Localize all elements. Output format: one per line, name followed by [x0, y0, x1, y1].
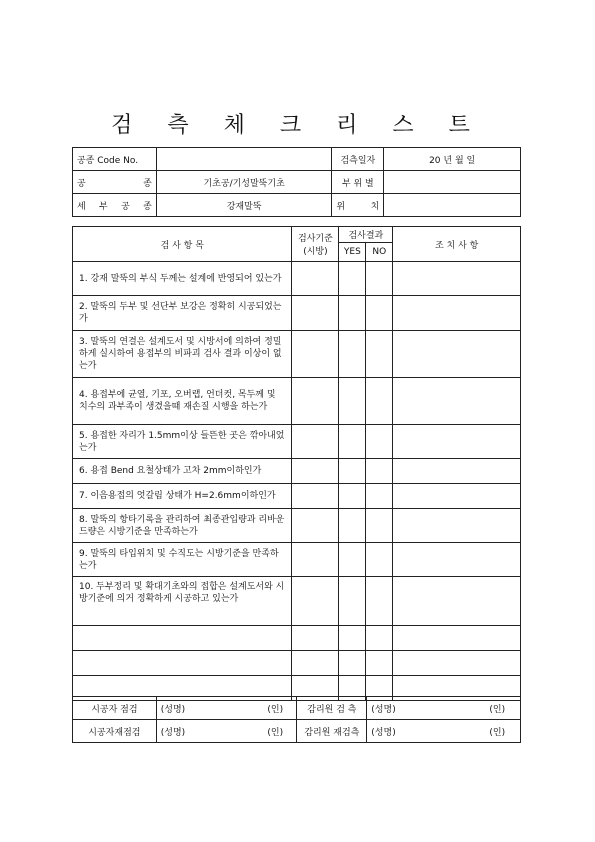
- basis-cell[interactable]: [292, 577, 339, 626]
- info-row-detail: [73, 194, 521, 217]
- check-item[interactable]: [73, 651, 292, 676]
- no-cell[interactable]: [366, 484, 393, 509]
- checklist-row: [73, 459, 521, 484]
- checklist-header: [73, 227, 521, 243]
- no-cell[interactable]: [366, 331, 393, 378]
- check-item: 9. 말뚝의 타입위치 및 수직도는 시방기준을 만족하는가: [73, 543, 292, 577]
- action-cell[interactable]: [393, 543, 521, 577]
- code-label: 공종 Code No.: [73, 148, 157, 171]
- contractor-recheck-label: 시공자재점검: [73, 720, 157, 743]
- supervisor-seal[interactable]: (인): [475, 697, 521, 720]
- checklist-row: [73, 425, 521, 459]
- supervisor-name[interactable]: (성명): [367, 697, 475, 720]
- header-basis: 검사기준 (시방): [292, 227, 339, 262]
- checklist-row: [73, 331, 521, 378]
- action-cell[interactable]: [393, 577, 521, 626]
- header-item: 검 사 항 목: [73, 227, 292, 262]
- basis-cell[interactable]: [292, 262, 339, 296]
- checklist-row: [73, 296, 521, 331]
- contractor-recheck-seal[interactable]: (인): [254, 720, 297, 743]
- signature-table: [72, 696, 521, 743]
- action-cell[interactable]: [393, 459, 521, 484]
- yes-cell[interactable]: [339, 459, 366, 484]
- basis-cell[interactable]: [292, 378, 339, 425]
- contractor-check-label: 시공자 점검: [73, 697, 157, 720]
- check-item: 6. 용접 Bend 요철상태가 고차 2mm이하인가: [73, 459, 292, 484]
- info-row-code: [73, 148, 521, 171]
- yes-cell[interactable]: [339, 425, 366, 459]
- action-cell[interactable]: [393, 331, 521, 378]
- yes-cell[interactable]: [339, 651, 366, 676]
- basis-cell[interactable]: [292, 484, 339, 509]
- inspection-date-value[interactable]: 20 년 월 일: [384, 148, 521, 171]
- code-value[interactable]: [156, 148, 332, 171]
- detail-work-label: 세 부 공 종: [73, 194, 157, 217]
- yes-cell[interactable]: [339, 626, 366, 651]
- header-yes: YES: [339, 243, 366, 262]
- no-cell[interactable]: [366, 262, 393, 296]
- contractor-seal[interactable]: (인): [254, 697, 297, 720]
- yes-cell[interactable]: [339, 378, 366, 425]
- no-cell[interactable]: [366, 296, 393, 331]
- check-item: 10. 두부정리 및 확대기초와의 접합은 설계도서와 시방기준에 의거 정확하게 시공하고 있는가: [73, 577, 292, 626]
- checklist-row: [73, 378, 521, 425]
- no-cell[interactable]: [366, 425, 393, 459]
- no-cell[interactable]: [366, 378, 393, 425]
- no-cell[interactable]: [366, 626, 393, 651]
- work-type-value[interactable]: 기초공/기성말뚝기초: [156, 171, 332, 194]
- check-item: 8. 말뚝의 항타기록을 관리하여 최종관입량과 리바운드량은 시방기준을 만족하는가: [73, 509, 292, 543]
- yes-cell[interactable]: [339, 577, 366, 626]
- checklist-row: [73, 484, 521, 509]
- info-row-work-type: [73, 171, 521, 194]
- work-type-label: 공 종: [73, 171, 157, 194]
- checklist-row: [73, 543, 521, 577]
- check-item: 5. 용접한 자리가 1.5mm이상 들뜬한 곳은 깎아내었는가: [73, 425, 292, 459]
- yes-cell[interactable]: [339, 484, 366, 509]
- no-cell[interactable]: [366, 459, 393, 484]
- action-cell[interactable]: [393, 378, 521, 425]
- basis-cell[interactable]: [292, 425, 339, 459]
- basis-cell[interactable]: [292, 459, 339, 484]
- detail-work-value[interactable]: 강재말뚝: [156, 194, 332, 217]
- check-item: 4. 용접부에 균열, 기포, 오버랩, 언더컷, 목두께 및 치수의 과부족이 생겼을때 재손질 시행을 하는가: [73, 378, 292, 425]
- basis-cell[interactable]: [292, 651, 339, 676]
- yes-cell[interactable]: [339, 262, 366, 296]
- contractor-recheck-name[interactable]: (성명): [156, 720, 254, 743]
- contractor-name[interactable]: (성명): [156, 697, 254, 720]
- checklist-row: [73, 577, 521, 626]
- action-cell[interactable]: [393, 425, 521, 459]
- info-table: [72, 147, 521, 217]
- supervisor-recheck-name[interactable]: (성명): [367, 720, 475, 743]
- action-cell[interactable]: [393, 484, 521, 509]
- basis-cell[interactable]: [292, 626, 339, 651]
- checklist-row-blank: [73, 626, 521, 651]
- header-action: 조 치 사 항: [393, 227, 521, 262]
- part-label: 부 위 별: [332, 171, 384, 194]
- no-cell[interactable]: [366, 577, 393, 626]
- signature-row-1: [73, 697, 521, 720]
- action-cell[interactable]: [393, 651, 521, 676]
- header-result: 검사결과: [339, 227, 393, 243]
- part-value[interactable]: [384, 171, 521, 194]
- no-cell[interactable]: [366, 543, 393, 577]
- check-item[interactable]: [73, 626, 292, 651]
- basis-cell[interactable]: [292, 509, 339, 543]
- check-item: 7. 이음용접의 엇갈림 상태가 H=2.6mm이하인가: [73, 484, 292, 509]
- action-cell[interactable]: [393, 262, 521, 296]
- action-cell[interactable]: [393, 296, 521, 331]
- supervisor-check-label: 감리원 검 측: [297, 697, 367, 720]
- location-value[interactable]: [384, 194, 521, 217]
- action-cell[interactable]: [393, 509, 521, 543]
- basis-cell[interactable]: [292, 543, 339, 577]
- page-title: 검 측 체 크 리 스 트: [111, 113, 484, 138]
- checklist-row: [73, 509, 521, 543]
- signature-row-2: [73, 720, 521, 743]
- checklist-row: [73, 262, 521, 296]
- yes-cell[interactable]: [339, 331, 366, 378]
- check-item: 1. 강재 말뚝의 부식 두께는 설계에 반영되어 있는가: [73, 262, 292, 296]
- basis-cell[interactable]: [292, 331, 339, 378]
- yes-cell[interactable]: [339, 509, 366, 543]
- checklist-table: [72, 226, 521, 701]
- check-item: 3. 말뚝의 연결은 설계도서 및 시방서에 의하여 정밀하게 실시하여 용접부의 비파괴 검사 결과 이상이 없는가: [73, 331, 292, 378]
- yes-cell[interactable]: [339, 543, 366, 577]
- checklist-row-blank: [73, 651, 521, 676]
- location-label: 위 치: [332, 194, 384, 217]
- action-cell[interactable]: [393, 626, 521, 651]
- no-cell[interactable]: [366, 509, 393, 543]
- check-item: 2. 말뚝의 두부 및 선단부 보강은 정확히 시공되었는가: [73, 296, 292, 331]
- no-cell[interactable]: [366, 651, 393, 676]
- inspection-date-label: 검측일자: [332, 148, 384, 171]
- header-no: NO: [366, 243, 393, 262]
- yes-cell[interactable]: [339, 296, 366, 331]
- basis-cell[interactable]: [292, 296, 339, 331]
- supervisor-recheck-seal[interactable]: (인): [475, 720, 521, 743]
- supervisor-recheck-label: 감리원 재검측: [297, 720, 367, 743]
